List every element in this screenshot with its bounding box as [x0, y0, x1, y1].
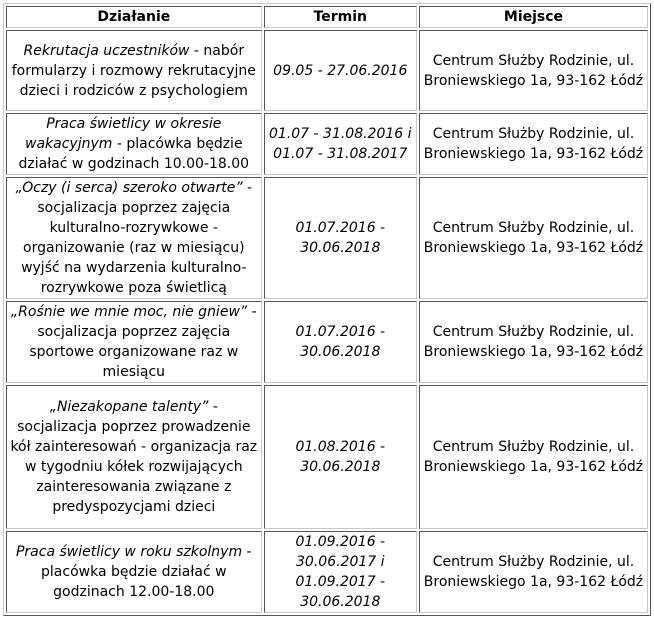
table-row	[6, 531, 648, 613]
action-title: „Rośnie we mnie moc, nie gniew”	[10, 304, 248, 320]
action-cell	[6, 113, 262, 175]
action-description: - placówka będzie działać w godzinach 12.00-18.00	[41, 544, 252, 600]
action-title: Praca świetlicy w okresie wakacyjnym	[25, 116, 222, 152]
term-cell: 01.09.2016 - 30.06.2017 i 01.09.2017 - 30.06.2018	[264, 531, 417, 613]
term-cell: 01.07.2016 - 30.06.2018	[264, 177, 417, 299]
action-cell	[6, 531, 262, 613]
action-description: - nabór formularzy i rozmowy rekrutacyjne dzieci i rodziców z psychologiem	[11, 42, 256, 99]
header-term: Termin	[264, 6, 417, 28]
action-description: - placówka będzie działać w godzinach 10.00-18.00	[18, 136, 250, 172]
action-cell	[6, 30, 262, 111]
table-row	[6, 30, 648, 111]
term-cell: 01.07 - 31.08.2016 i 01.07 - 31.08.2017	[264, 113, 417, 175]
action-title: „Niezakopane talenty”	[49, 399, 209, 415]
table-row	[6, 301, 648, 383]
place-cell: Centrum Służby Rodzinie, ul. Broniewskiego 1a, 93-162 Łódź	[419, 177, 648, 299]
action-description: - socjalizacja poprzez zajęcia sportowe organizowane raz w miesiącu	[29, 304, 257, 380]
place-cell: Centrum Służby Rodzinie, ul. Broniewskiego 1a, 93-162 Łódź	[419, 113, 648, 175]
term-cell: 09.05 - 27.06.2016	[264, 30, 417, 111]
table-row	[6, 113, 648, 175]
action-cell	[6, 385, 262, 529]
header-place: Miejsce	[419, 6, 648, 28]
table-row	[6, 177, 648, 299]
term-cell: 01.08.2016 - 30.06.2018	[264, 385, 417, 529]
schedule-table	[3, 3, 651, 616]
action-description: - socjalizacja poprzez zajęcia kulturalno-rozrywkowe - organizowanie (raz w miesiącu) wyjść na wydarzenia kulturalno-rozrywkowe poza świetlicą	[21, 180, 253, 296]
action-title: Rekrutacja uczestników	[23, 42, 190, 59]
place-cell: Centrum Służby Rodzinie, ul. Broniewskiego 1a, 93-162 Łódź	[419, 531, 648, 613]
place-cell: Centrum Służby Rodzinie, ul. Broniewskiego 1a, 93-162 Łódź	[419, 301, 648, 383]
place-cell: Centrum Służby Rodzinie, ul. Broniewskiego 1a, 93-162 Łódź	[419, 385, 648, 529]
action-description: - socjalizacja poprzez prowadzenie kół zainteresowań - organizacja raz w tygodniu kółek rozwijających zainteresowania związane z predyspozycjami dzieci	[10, 399, 258, 515]
action-cell	[6, 177, 262, 299]
place-cell: Centrum Służby Rodzinie, ul. Broniewskiego 1a, 93-162 Łódź	[419, 30, 648, 111]
term-cell: 01.07.2016 - 30.06.2018	[264, 301, 417, 383]
table-header-row	[6, 6, 648, 28]
action-title: „Oczy (i serca) szeroko otwarte”	[15, 180, 243, 196]
table-row	[6, 385, 648, 529]
header-action: Działanie	[6, 6, 262, 28]
action-cell	[6, 301, 262, 383]
action-title: Praca świetlicy w roku szkolnym	[15, 544, 243, 560]
